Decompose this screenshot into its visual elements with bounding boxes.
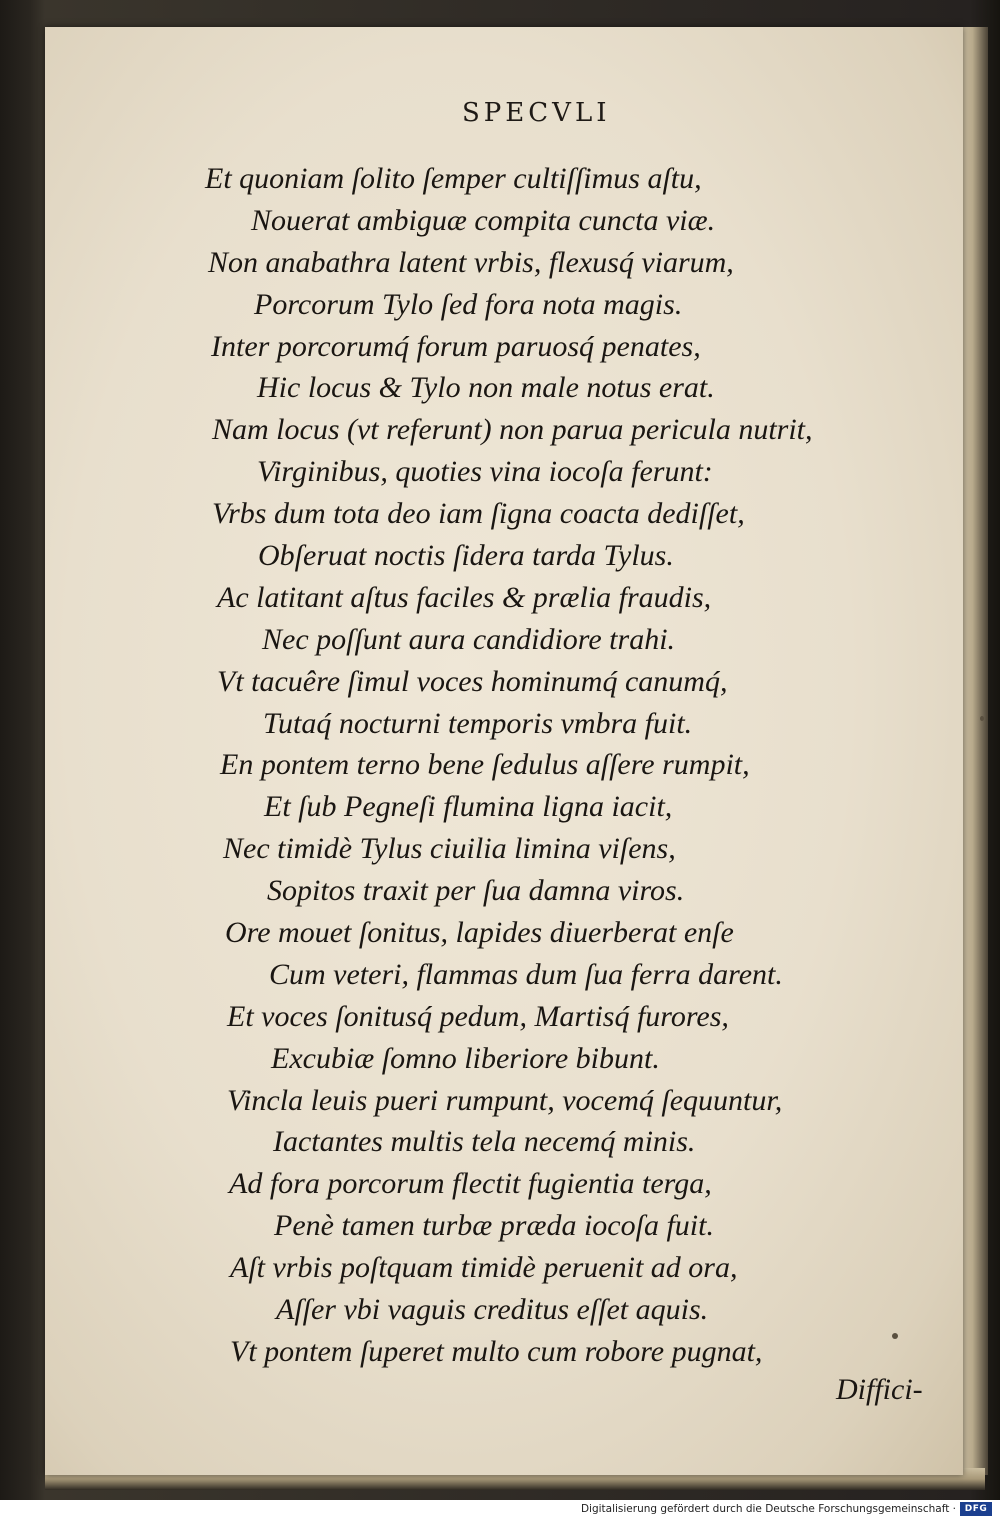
verse-line: Aſſer vbi vaguis creditus eſſet aquis.: [276, 1293, 709, 1327]
paper-speck: [980, 716, 984, 721]
verse-line: Tutaq́ nocturni temporis vmbra fuit.: [263, 706, 693, 740]
verse-line: Vincla leuis pueri rumpunt, vocemq́ ſequuntur,: [227, 1083, 783, 1117]
verse-line: Et quoniam ſolito ſemper cultiſſimus aſtu,: [205, 162, 702, 195]
verse-line: Excubiæ ſomno liberiore bibunt.: [271, 1041, 660, 1075]
verse-line: Et ſub Pegneſi flumina ligna iacit,: [264, 790, 673, 824]
verse-line: Ad fora porcorum flectit fugientia terga,: [229, 1167, 712, 1201]
verse-line: Cum veteri, flammas dum ſua ferra darent.: [269, 957, 783, 991]
running-header: SPECVLI: [462, 98, 611, 128]
verse-line: Ac latitant aſtus faciles & prælia fraudis,: [217, 580, 712, 614]
verse-line: Nec timidè Tylus ciuilia limina viſens,: [223, 832, 676, 866]
verse-line: Hic locus & Tylo non male notus erat.: [257, 371, 715, 405]
verse-line: Nec poſſunt aura candidiore trahi.: [262, 622, 676, 656]
verse-line: Aſt vrbis poſtquam timidè peruenit ad ora,: [230, 1251, 738, 1285]
verse-line: Nam locus (vt referunt) non parua pericula nutrit,: [212, 413, 813, 447]
page-edge-right: [962, 27, 988, 1475]
verse-line: Sopitos traxit per ſua damna viros.: [267, 874, 685, 908]
verse-line: Non anabathra latent vrbis, flexusq́ viarum,: [208, 245, 734, 279]
verse-line: Obſeruat noctis ſidera tarda Tylus.: [258, 539, 674, 573]
verse-line: Vrbs dum tota deo iam ſigna coacta dediſſet,: [212, 497, 745, 531]
verse-line: Porcorum Tylo ſed fora nota magis.: [254, 287, 683, 321]
verse-line: Ore mouet ſonitus, lapides diuerberat enſe: [225, 916, 734, 950]
funding-notice: Digitalisierung gefördert durch die Deutsche Forschungsgemeinschaft ·: [580, 1503, 956, 1515]
verse-line: Et voces ſonitusq́ pedum, Martisq́ furores,: [227, 999, 729, 1033]
verse-line: Vt tacuêre ſimul voces hominumq́ canumq́,: [217, 664, 728, 698]
verse-line: Penè tamen turbæ præda iocoſa fuit.: [274, 1209, 714, 1243]
verse-text: [205, 158, 945, 1373]
verse-line: Nouerat ambiguæ compita cuncta viæ.: [251, 203, 716, 237]
verse-line: Inter porcorumq́ forum paruosq́ penates,: [211, 329, 701, 363]
verse-line: Iactantes multis tela necemq́ minis.: [273, 1125, 696, 1159]
verse-line: Virginibus, quoties vina iocoſa ferunt:: [257, 455, 713, 489]
footer-bar: [0, 1500, 1000, 1520]
catchword: Diffici-: [836, 1373, 923, 1406]
verse-line: En pontem terno bene ſedulus aſſere rumpit,: [220, 748, 750, 782]
verse-line: Vt pontem ſuperet multo cum robore pugnat,: [230, 1334, 763, 1368]
dfg-logo: DFG: [960, 1502, 992, 1516]
